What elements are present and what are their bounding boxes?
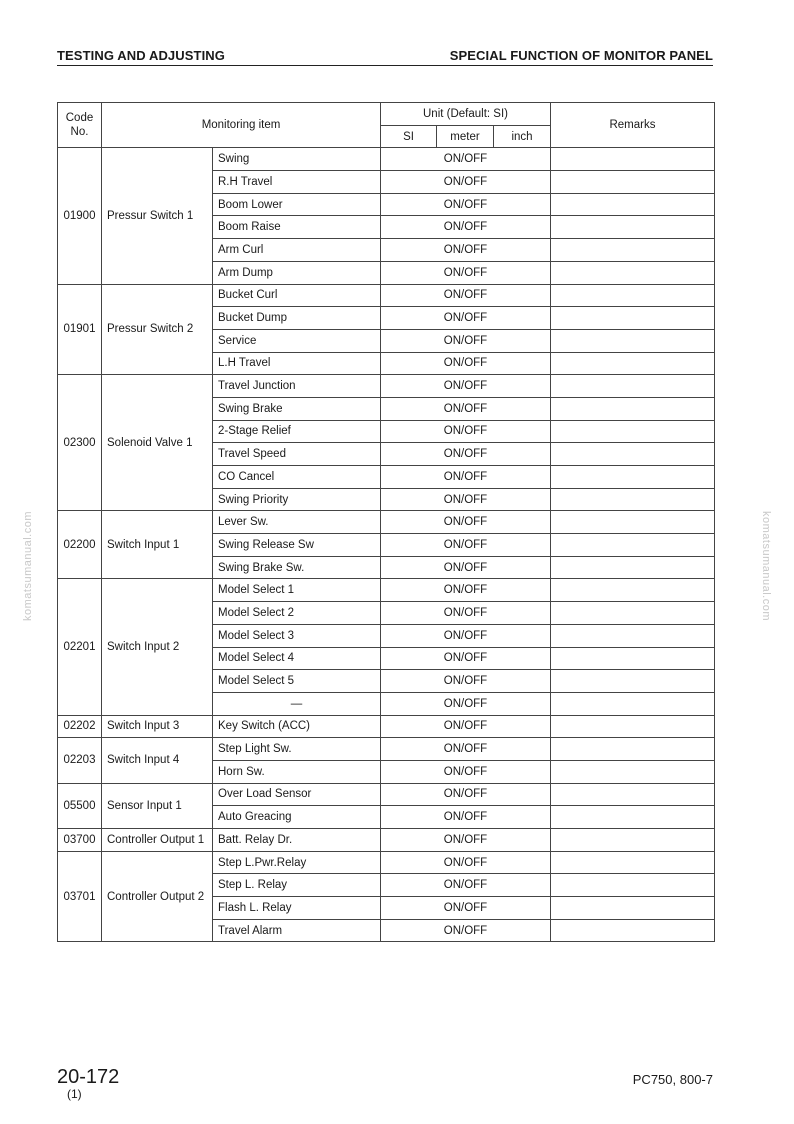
table-row bbox=[58, 579, 715, 602]
remarks-cell bbox=[551, 352, 715, 375]
table-row bbox=[58, 738, 715, 761]
watermark-right: komatsumanual.com bbox=[760, 511, 772, 621]
table-row bbox=[58, 375, 715, 398]
item-cell: Model Select 2 bbox=[213, 602, 381, 625]
table-row bbox=[58, 284, 715, 307]
item-cell: Model Select 4 bbox=[213, 647, 381, 670]
item-cell: Batt. Relay Dr. bbox=[213, 829, 381, 852]
item-cell: Swing Release Sw bbox=[213, 534, 381, 557]
unit-cell: ON/OFF bbox=[381, 919, 551, 942]
code-cell: 02200 bbox=[58, 511, 102, 579]
group-name-cell: Switch Input 3 bbox=[102, 715, 213, 738]
unit-cell: ON/OFF bbox=[381, 783, 551, 806]
item-cell: — bbox=[213, 692, 381, 715]
item-cell: Boom Lower bbox=[213, 193, 381, 216]
code-cell: 02300 bbox=[58, 375, 102, 511]
remarks-cell bbox=[551, 148, 715, 171]
page-revision: (1) bbox=[67, 1087, 82, 1101]
unit-cell: ON/OFF bbox=[381, 715, 551, 738]
item-cell: Travel Speed bbox=[213, 443, 381, 466]
unit-cell: ON/OFF bbox=[381, 556, 551, 579]
remarks-cell bbox=[551, 216, 715, 239]
remarks-cell bbox=[551, 420, 715, 443]
item-cell: Horn Sw. bbox=[213, 760, 381, 783]
code-cell: 05500 bbox=[58, 783, 102, 828]
code-cell: 02201 bbox=[58, 579, 102, 715]
group-name-cell: Sensor Input 1 bbox=[102, 783, 213, 828]
unit-cell: ON/OFF bbox=[381, 397, 551, 420]
unit-cell: ON/OFF bbox=[381, 352, 551, 375]
remarks-cell bbox=[551, 806, 715, 829]
table-row bbox=[58, 783, 715, 806]
item-cell: Model Select 3 bbox=[213, 624, 381, 647]
unit-cell: ON/OFF bbox=[381, 284, 551, 307]
remarks-cell bbox=[551, 670, 715, 693]
model-label: PC750, 800-7 bbox=[632, 1072, 713, 1087]
si-header: SI bbox=[381, 125, 437, 148]
inch-header: inch bbox=[494, 125, 551, 148]
remarks-cell bbox=[551, 307, 715, 330]
group-name-cell: Switch Input 1 bbox=[102, 511, 213, 579]
item-cell: Flash L. Relay bbox=[213, 897, 381, 920]
item-cell: Swing Brake Sw. bbox=[213, 556, 381, 579]
remarks-cell bbox=[551, 534, 715, 557]
item-cell: Step L.Pwr.Relay bbox=[213, 851, 381, 874]
item-cell: Arm Curl bbox=[213, 239, 381, 262]
remarks-cell bbox=[551, 738, 715, 761]
remarks-cell bbox=[551, 715, 715, 738]
unit-cell: ON/OFF bbox=[381, 307, 551, 330]
table-row bbox=[58, 511, 715, 534]
item-cell: R.H Travel bbox=[213, 171, 381, 194]
remarks-cell bbox=[551, 284, 715, 307]
remarks-cell bbox=[551, 239, 715, 262]
code-cell: 02202 bbox=[58, 715, 102, 738]
remarks-cell bbox=[551, 193, 715, 216]
unit-cell: ON/OFF bbox=[381, 488, 551, 511]
remarks-cell bbox=[551, 602, 715, 625]
remarks-cell bbox=[551, 488, 715, 511]
remarks-cell bbox=[551, 829, 715, 852]
section-title: TESTING AND ADJUSTING bbox=[57, 48, 225, 63]
item-cell: Swing bbox=[213, 148, 381, 171]
chapter-title: SPECIAL FUNCTION OF MONITOR PANEL bbox=[449, 48, 713, 63]
unit-cell: ON/OFF bbox=[381, 738, 551, 761]
group-name-cell: Switch Input 4 bbox=[102, 738, 213, 783]
remarks-cell bbox=[551, 783, 715, 806]
unit-cell: ON/OFF bbox=[381, 511, 551, 534]
item-cell: Over Load Sensor bbox=[213, 783, 381, 806]
item-cell: Boom Raise bbox=[213, 216, 381, 239]
unit-cell: ON/OFF bbox=[381, 171, 551, 194]
remarks-cell bbox=[551, 624, 715, 647]
unit-cell: ON/OFF bbox=[381, 806, 551, 829]
page-number: 20-172 bbox=[57, 1066, 120, 1088]
monitoring-table bbox=[57, 102, 715, 942]
group-name-cell: Pressur Switch 1 bbox=[102, 148, 213, 284]
table-row bbox=[58, 148, 715, 171]
unit-cell: ON/OFF bbox=[381, 647, 551, 670]
item-cell: Bucket Dump bbox=[213, 307, 381, 330]
item-cell: L.H Travel bbox=[213, 352, 381, 375]
code-cell: 03701 bbox=[58, 851, 102, 942]
unit-cell: ON/OFF bbox=[381, 602, 551, 625]
watermark-left: komatsumanual.com bbox=[22, 511, 34, 621]
remarks-header: Remarks bbox=[551, 103, 715, 148]
unit-cell: ON/OFF bbox=[381, 375, 551, 398]
item-cell: 2-Stage Relief bbox=[213, 420, 381, 443]
remarks-cell bbox=[551, 760, 715, 783]
unit-cell: ON/OFF bbox=[381, 760, 551, 783]
unit-cell: ON/OFF bbox=[381, 148, 551, 171]
item-cell: Lever Sw. bbox=[213, 511, 381, 534]
code-cell: 01901 bbox=[58, 284, 102, 375]
remarks-cell bbox=[551, 375, 715, 398]
unit-cell: ON/OFF bbox=[381, 466, 551, 489]
unit-cell: ON/OFF bbox=[381, 216, 551, 239]
unit-header: Unit (Default: SI) bbox=[381, 103, 551, 126]
unit-cell: ON/OFF bbox=[381, 874, 551, 897]
unit-cell: ON/OFF bbox=[381, 851, 551, 874]
group-name-cell: Controller Output 1 bbox=[102, 829, 213, 852]
item-cell: CO Cancel bbox=[213, 466, 381, 489]
item-cell: Swing Brake bbox=[213, 397, 381, 420]
remarks-cell bbox=[551, 874, 715, 897]
remarks-cell bbox=[551, 556, 715, 579]
item-header: Monitoring item bbox=[102, 103, 381, 148]
item-cell: Swing Priority bbox=[213, 488, 381, 511]
item-cell: Key Switch (ACC) bbox=[213, 715, 381, 738]
table-row bbox=[58, 851, 715, 874]
table-row bbox=[58, 715, 715, 738]
remarks-cell bbox=[551, 443, 715, 466]
remarks-cell bbox=[551, 397, 715, 420]
unit-cell: ON/OFF bbox=[381, 329, 551, 352]
unit-cell: ON/OFF bbox=[381, 261, 551, 284]
unit-cell: ON/OFF bbox=[381, 443, 551, 466]
remarks-cell bbox=[551, 897, 715, 920]
unit-cell: ON/OFF bbox=[381, 239, 551, 262]
group-name-cell: Solenoid Valve 1 bbox=[102, 375, 213, 511]
item-cell: Model Select 1 bbox=[213, 579, 381, 602]
unit-cell: ON/OFF bbox=[381, 692, 551, 715]
item-cell: Travel Junction bbox=[213, 375, 381, 398]
group-name-cell: Controller Output 2 bbox=[102, 851, 213, 942]
unit-cell: ON/OFF bbox=[381, 897, 551, 920]
table-row bbox=[58, 829, 715, 852]
remarks-cell bbox=[551, 466, 715, 489]
unit-cell: ON/OFF bbox=[381, 624, 551, 647]
remarks-cell bbox=[551, 919, 715, 942]
meter-header: meter bbox=[437, 125, 494, 148]
unit-cell: ON/OFF bbox=[381, 534, 551, 557]
item-cell: Bucket Curl bbox=[213, 284, 381, 307]
code-cell: 01900 bbox=[58, 148, 102, 284]
group-name-cell: Switch Input 2 bbox=[102, 579, 213, 715]
group-name-cell: Pressur Switch 2 bbox=[102, 284, 213, 375]
code-cell: 02203 bbox=[58, 738, 102, 783]
table-header-row bbox=[58, 103, 715, 126]
header-rule bbox=[57, 65, 713, 66]
unit-cell: ON/OFF bbox=[381, 829, 551, 852]
table-body bbox=[58, 148, 715, 942]
item-cell: Arm Dump bbox=[213, 261, 381, 284]
remarks-cell bbox=[551, 647, 715, 670]
item-cell: Step Light Sw. bbox=[213, 738, 381, 761]
item-cell: Auto Greacing bbox=[213, 806, 381, 829]
item-cell: Model Select 5 bbox=[213, 670, 381, 693]
unit-cell: ON/OFF bbox=[381, 193, 551, 216]
unit-cell: ON/OFF bbox=[381, 579, 551, 602]
unit-cell: ON/OFF bbox=[381, 420, 551, 443]
remarks-cell bbox=[551, 329, 715, 352]
item-cell: Service bbox=[213, 329, 381, 352]
item-cell: Step L. Relay bbox=[213, 874, 381, 897]
remarks-cell bbox=[551, 171, 715, 194]
code-cell: 03700 bbox=[58, 829, 102, 852]
remarks-cell bbox=[551, 851, 715, 874]
code-header: Code No. bbox=[58, 103, 102, 148]
remarks-cell bbox=[551, 692, 715, 715]
item-cell: Travel Alarm bbox=[213, 919, 381, 942]
remarks-cell bbox=[551, 579, 715, 602]
remarks-cell bbox=[551, 511, 715, 534]
unit-cell: ON/OFF bbox=[381, 670, 551, 693]
remarks-cell bbox=[551, 261, 715, 284]
